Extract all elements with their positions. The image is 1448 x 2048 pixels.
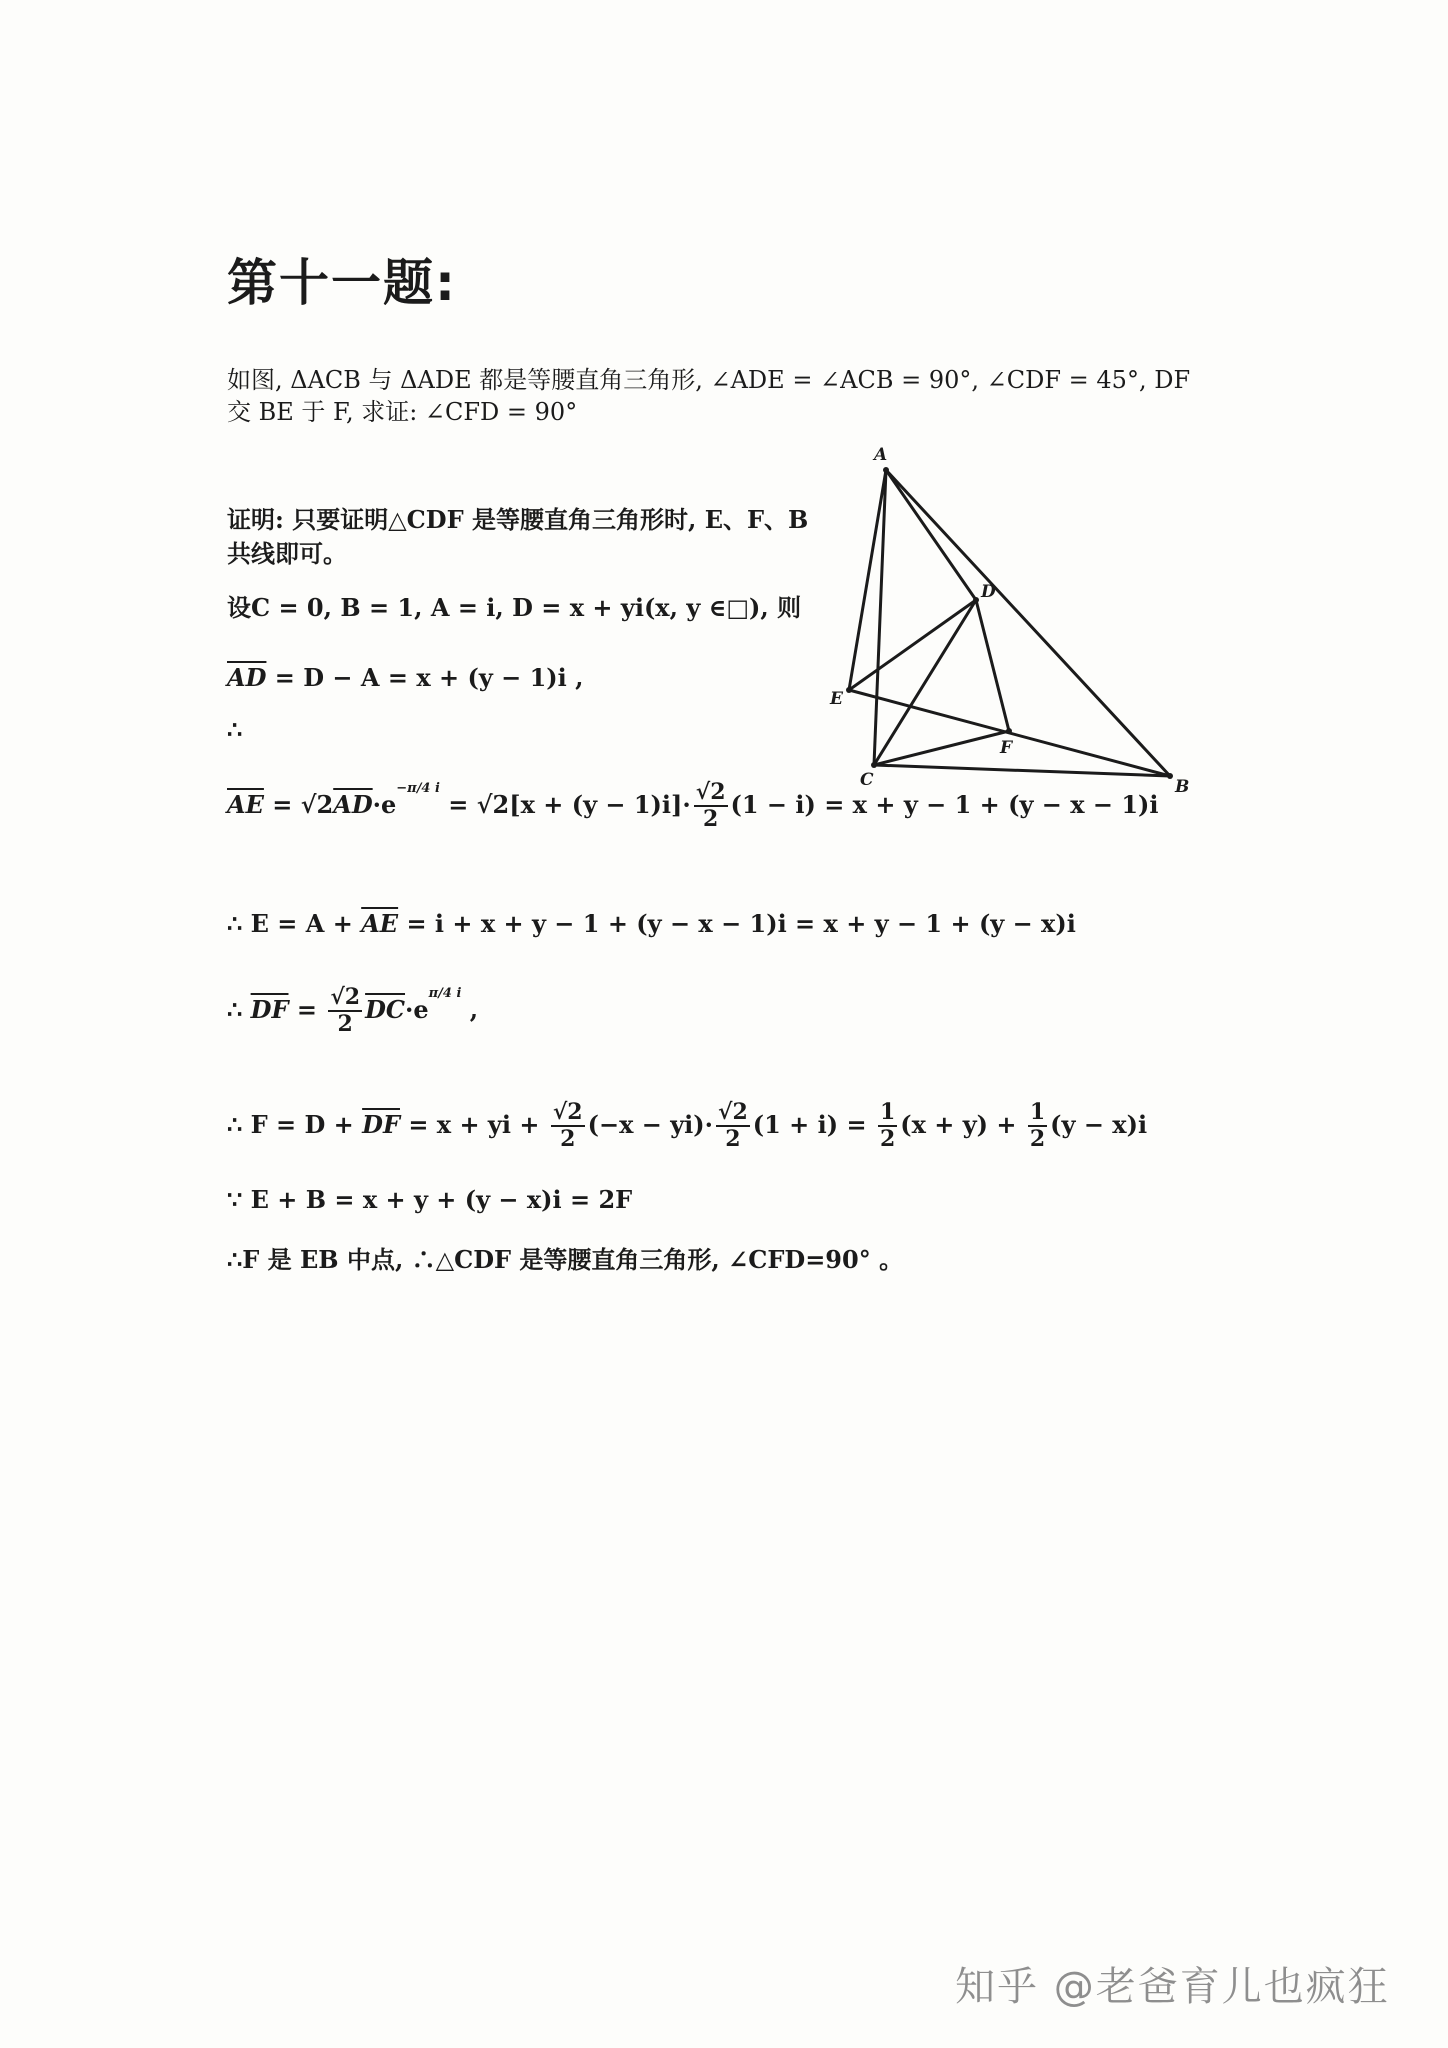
segment-df — [976, 600, 1009, 731]
fraction-one-half: $\frac{1}{2}$ — [1029, 1099, 1046, 1153]
triangle-diagram — [820, 440, 1200, 810]
point-c — [871, 762, 877, 768]
therefore-symbol: ∴ — [227, 715, 243, 744]
vector-ad-ref: $\overline{AD}$ — [333, 789, 373, 819]
vector-df: $\overline{DF}$ — [250, 994, 289, 1024]
because-line: ∵ E + B = x + y + (y − x)i = 2F — [227, 1185, 633, 1214]
geometry-figure — [820, 440, 1200, 810]
vector-df-equation: ∴ $\overline{DF}$ = $\frac{√2}{2}$ $\overline{DC}\cdot e^{\pi/4 i}$ , — [227, 984, 479, 1038]
point-f — [1006, 728, 1012, 734]
segment-ad — [886, 470, 976, 600]
vector-ae-ref: $\overline{AE}$ — [361, 909, 399, 938]
page-title: 第十一题: — [227, 254, 457, 312]
segment-cf — [874, 731, 1009, 765]
vector-ad-rhs: = D − A = x + (y − 1)i , — [266, 663, 584, 692]
segment-cb — [874, 765, 1170, 776]
point-f-equation: ∴ $F = D + \overline{DF} = x$ + yi + $\frac{√2}{2}$ (−x − yi)· $\frac{√2}{2}$ (1 + i) = $\frac{1}{2}$ (x + y) + $\frac{1}{2}$ (y − x)i — [227, 1099, 1148, 1153]
vector-ad-equation — [227, 663, 584, 692]
fraction-one-half: $\frac{1}{2}$ — [879, 1099, 896, 1153]
ae-sqrt: = √2 — [263, 789, 334, 819]
label-e: E — [830, 689, 843, 709]
segment-de — [849, 600, 976, 690]
label-d: D — [981, 582, 996, 602]
exp-power: π/4 i — [428, 985, 462, 1001]
problem-statement-line-1: 如图, ΔACB 与 ΔADE 都是等腰直角三角形, ∠ADE = ∠ACB = 90°, ∠CDF = 45°, DF — [227, 366, 1191, 394]
point-e-equation: ∴ $E = A + \overline{AE} = i + x + y - 1 + (y - x - 1)i = x + y - 1 + (y - x)i$ — [227, 909, 1076, 938]
proof-setup: 设C = 0, B = 1, A = i, D = x + yi(x, y ∈□), 则 — [227, 593, 802, 622]
proof-intro-line-1: 证明: 只要证明△CDF 是等腰直角三角形时, E、F、B — [227, 505, 809, 534]
fraction-sqrt2-over-2: $\frac{√2}{2}$ — [695, 779, 726, 833]
label-f: F — [1000, 738, 1013, 758]
problem-statement-line-2: 交 BE 于 F, 求证: ∠CFD = 90° — [227, 398, 578, 426]
exp-base: ·e — [372, 789, 397, 819]
segment-ab — [886, 470, 1170, 776]
watermark-text: 知乎 @老爸育儿也疯狂 — [955, 1964, 1390, 2010]
point-b — [1167, 773, 1173, 779]
label-b: B — [1175, 777, 1190, 797]
conclusion-line: ∴F 是 EB 中点, ∴△CDF 是等腰直角三角形, ∠CFD=90° 。 — [227, 1245, 904, 1274]
vector-ad: $\overline{AD}$ — [227, 663, 267, 692]
vector-dc: $\overline{DC}$ — [365, 994, 406, 1024]
point-a — [883, 467, 889, 473]
fraction-sqrt2-over-2: $\frac{√2}{2}$ — [330, 984, 361, 1038]
proof-intro-line-2: 共线即可。 — [227, 539, 347, 568]
exp-power: −π/4 i — [396, 780, 440, 796]
segment-dc — [874, 600, 976, 765]
point-e — [846, 687, 852, 693]
point-d — [973, 597, 979, 603]
ae-mid: = √2[x + (y − 1)i]· — [439, 789, 691, 819]
fraction-sqrt2-over-2: $\frac{√2}{2}$ — [717, 1099, 748, 1153]
label-a: A — [874, 445, 888, 465]
vector-df-ref: $\overline{DF}$ — [362, 1109, 400, 1139]
ae-tail: (1 − i) = x + y − 1 + (y − x − 1)i — [730, 789, 1159, 819]
label-c: C — [860, 770, 874, 790]
fraction-sqrt2-over-2: $\frac{√2}{2}$ — [552, 1099, 583, 1153]
vector-ae: $\overline{AE}$ — [227, 789, 264, 819]
